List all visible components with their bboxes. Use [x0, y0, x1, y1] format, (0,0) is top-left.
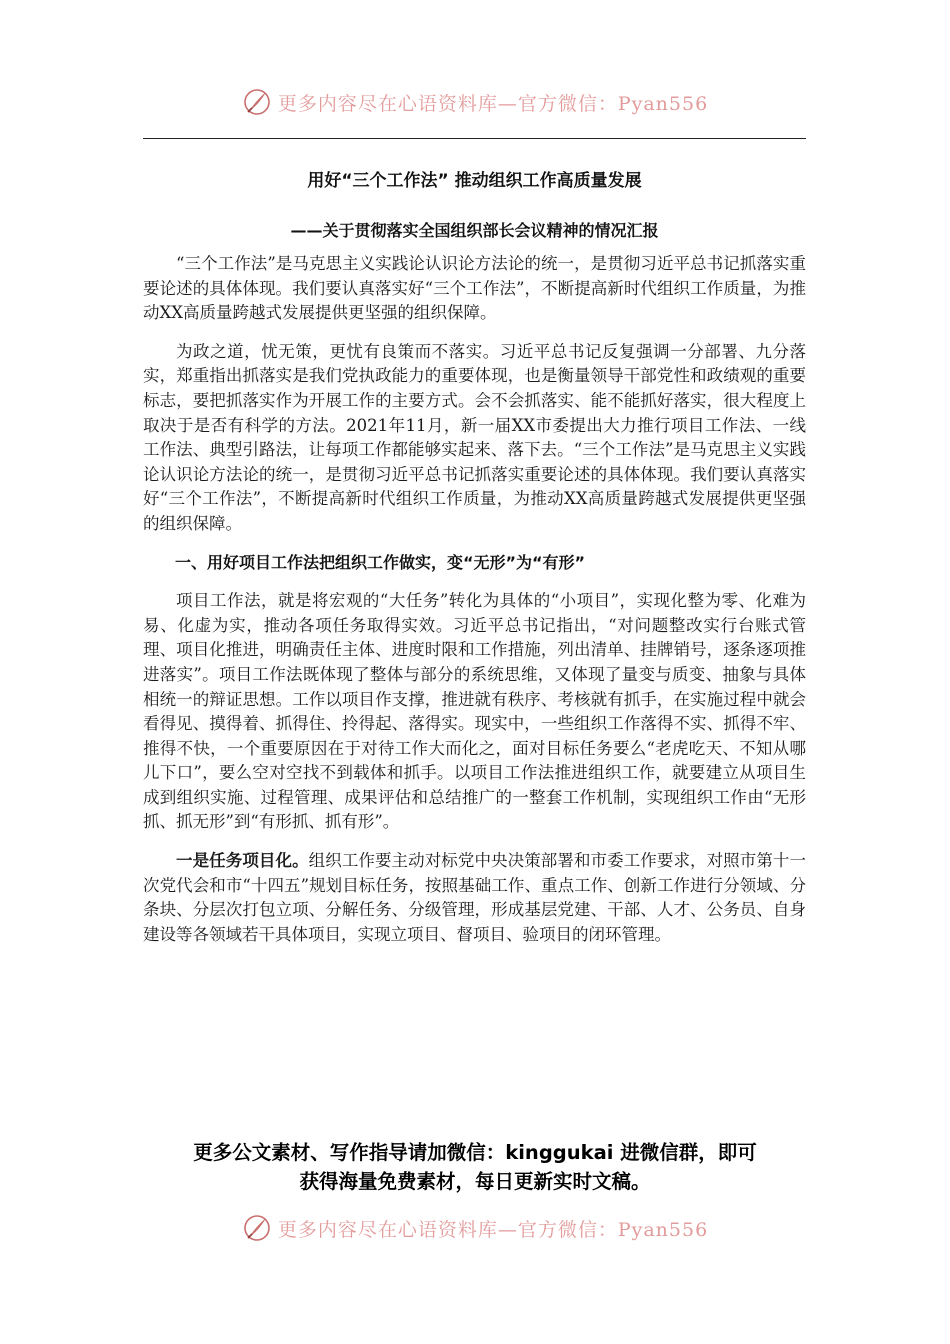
section-heading-1: 一、用好项目工作法把组织工作做实，变“无形”为“有形” [175, 552, 586, 572]
feather-pen-logo-icon [242, 87, 272, 117]
footer-banner-text: 更多内容尽在心语资料库—官方微信：Pyan556 [277, 1218, 709, 1241]
footer-banner [0, 1208, 950, 1248]
document-body [143, 252, 806, 947]
point-1-text: 组织工作要主动对标党中央决策部署和市委工作要求，对照市第十一次党代会和市“十四五”规划目标任务，按照基础工作、重点工作、创新工作进行分领域、分条块、分层次打包立项、分解任务、分级管理，形成基层党建、干部、人才、公务员、自身建设等各领域若干具体项目，实现立项目、督项目、验项目的闭环管理。 [143, 851, 807, 944]
point-1-lead: 一是任务项目化。 [176, 851, 309, 871]
body-paragraph-2: 为政之道，忧无策，更忧有良策而不落实。习近平总书记反复强调一分部署、九分落实，郑重指出抓落实是我们党执政能力的重要体现，也是衡量领导干部党性和政绩观的重要标志，要把抓落实作为开展工作的主要方式。会不会抓落实、能不能抓好落实，很大程度上取决于是否有科学的方法。2021年11月，新一届XX市委提出大力推行项目工作法、一线工作法、典型引路法，让每项工作都能够实起来、落下去。“三个工作法”是马克思主义实践论认识论方法论的统一，是贯彻习近平总书记抓落实重要论述的具体体现。我们要认真落实好“三个工作法”，不断提高新时代组织工作质量，为推动XX高质量跨越式发展提供更坚强的组织保障。 [143, 341, 806, 533]
footer-promo-line-1: 更多公文素材、写作指导请加微信：kinggukai 进微信群，即可 [193, 1141, 757, 1164]
feather-pen-logo-icon [242, 1213, 272, 1243]
header-divider [143, 138, 806, 139]
header-banner-text: 更多内容尽在心语资料库—官方微信：Pyan556 [277, 92, 709, 115]
section-1-paragraph: 项目工作法，就是将宏观的“大任务”转化为具体的“小项目”，实现化整为零、化难为易、化虚为实，推动各项任务取得实效。习近平总书记指出，“对问题整改实行台账式管理、项目化推进，明确责任主体、进度时限和工作措施，列出清单、挂牌销号，逐条逐项推进落实”。项目工作法既体现了整体与部分的系统思维，又体现了量变与质变、抽象与具体相统一的辩证思想。工作以项目作支撑，推进就有秩序、考核就有抓手，在实施过程中就会看得见、摸得着、抓得住、拎得起、落得实。现实中，一些组织工作落得不实、抓得不牢、推得不快，一个重要原因在于对待工作大而化之，面对目标任务要么“老虎吃天、不知从哪儿下口”，要么空对空找不到载体和抓手。以项目工作法推进组织工作，就要建立从项目生成到组织实施、过程管理、成果评估和总结推广的一整套工作机制，实现组织工作由“无形抓、抓无形”到“有形抓、抓有形”。 [143, 591, 806, 832]
document-title: 用好“三个工作法” 推动组织工作高质量发展 [307, 171, 642, 191]
point-1-paragraph [143, 849, 806, 947]
body-paragraph-1: “三个工作法”是马克思主义实践论认识论方法论的统一，是贯彻习近平总书记抓落实重要论述的具体体现。我们要认真落实好“三个工作法”，不断提高新时代组织工作质量，为推动XX高质量跨越式发展提供更坚强的组织保障。 [143, 254, 806, 323]
footer-promo [110, 1138, 840, 1196]
footer-promo-line-2: 获得海量免费素材，每日更新实时文稿。 [299, 1170, 651, 1193]
document-subtitle: ——关于贯彻落实全国组织部长会议精神的情况汇报 [290, 221, 659, 240]
header-banner [0, 82, 950, 122]
